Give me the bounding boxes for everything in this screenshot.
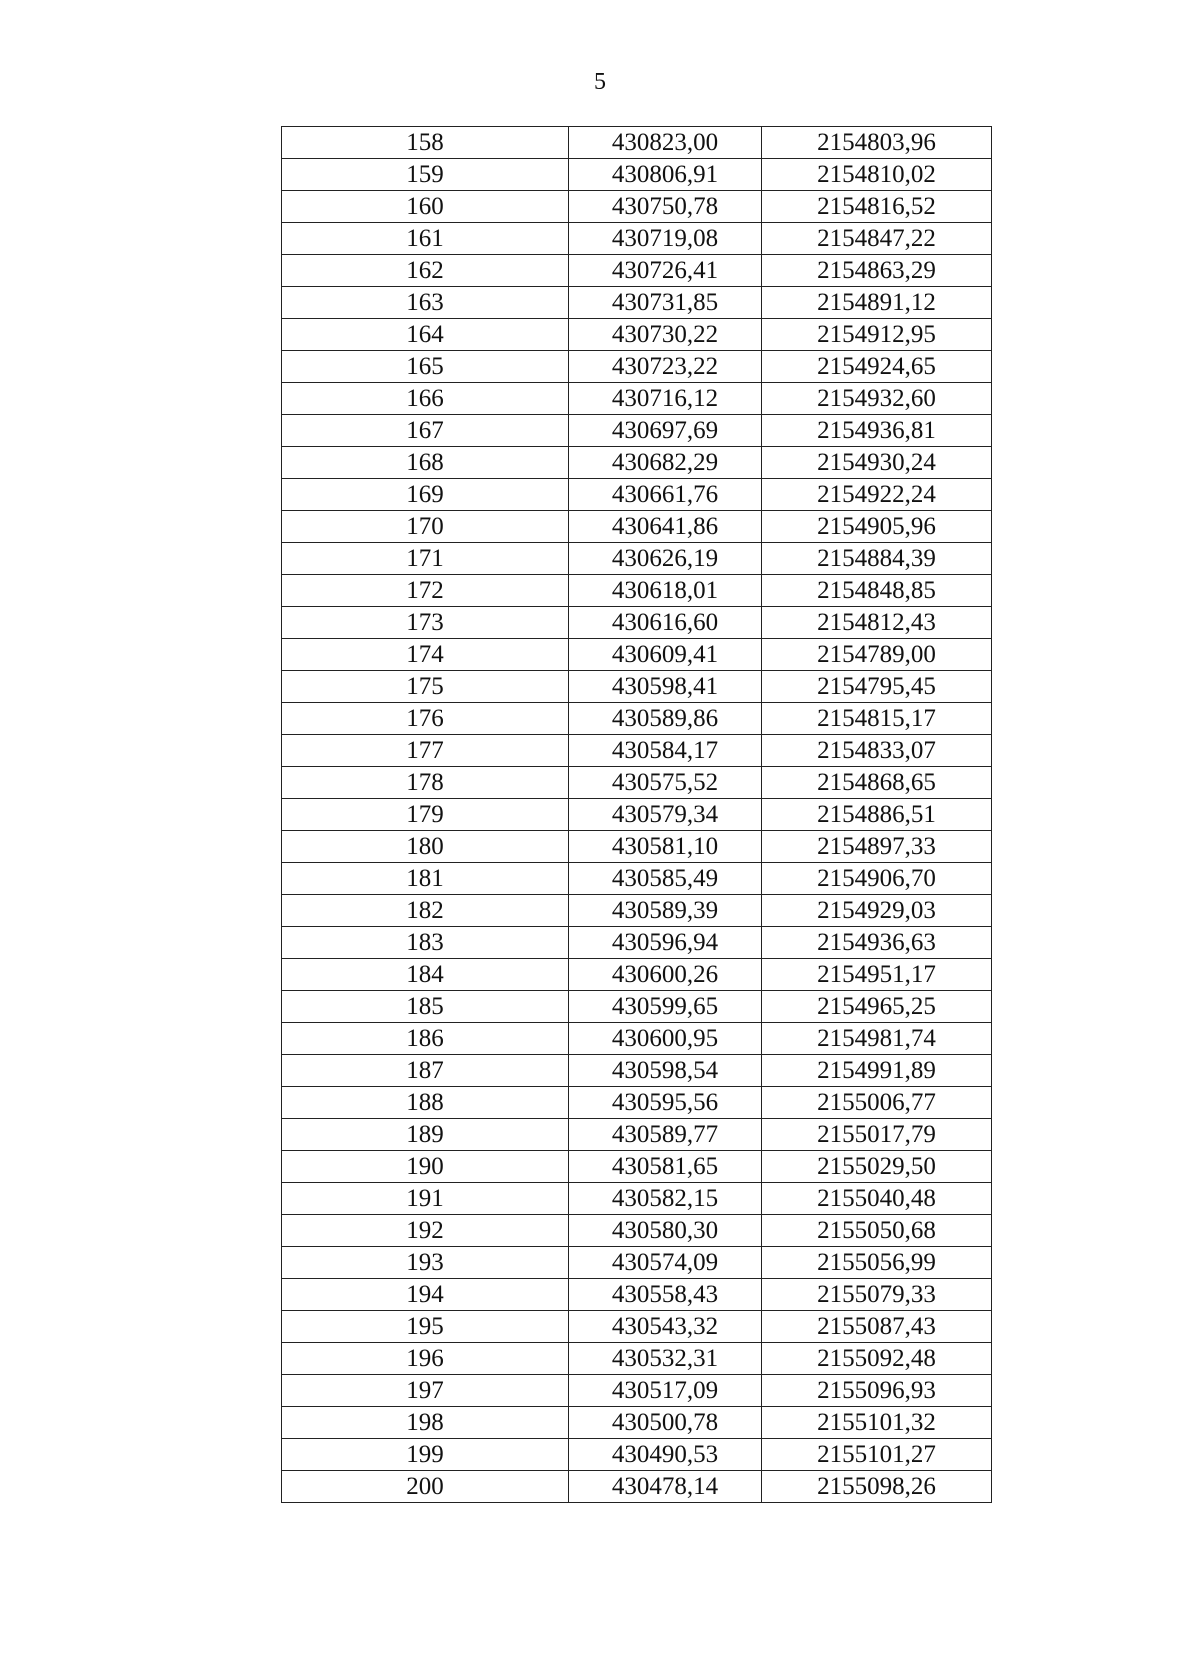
y-coordinate-cell: 2154886,51 <box>762 799 992 831</box>
table-row <box>282 447 992 479</box>
y-coordinate-cell: 2155098,26 <box>762 1471 992 1503</box>
table-row <box>282 255 992 287</box>
table-row <box>282 927 992 959</box>
x-coordinate-cell: 430731,85 <box>569 287 762 319</box>
y-coordinate-cell: 2154795,45 <box>762 671 992 703</box>
point-number-cell: 165 <box>282 351 569 383</box>
y-coordinate-cell: 2154891,12 <box>762 287 992 319</box>
x-coordinate-cell: 430575,52 <box>569 767 762 799</box>
x-coordinate-cell: 430579,34 <box>569 799 762 831</box>
y-coordinate-cell: 2154868,65 <box>762 767 992 799</box>
y-coordinate-cell: 2154981,74 <box>762 1023 992 1055</box>
table-row <box>282 127 992 159</box>
y-coordinate-cell: 2154803,96 <box>762 127 992 159</box>
x-coordinate-cell: 430598,41 <box>569 671 762 703</box>
point-number-cell: 197 <box>282 1375 569 1407</box>
table-row <box>282 1215 992 1247</box>
y-coordinate-cell: 2154991,89 <box>762 1055 992 1087</box>
y-coordinate-cell: 2154930,24 <box>762 447 992 479</box>
y-coordinate-cell: 2154906,70 <box>762 863 992 895</box>
x-coordinate-cell: 430697,69 <box>569 415 762 447</box>
y-coordinate-cell: 2154951,17 <box>762 959 992 991</box>
table-row <box>282 383 992 415</box>
table-row <box>282 543 992 575</box>
point-number-cell: 190 <box>282 1151 569 1183</box>
table-row <box>282 1023 992 1055</box>
table-row <box>282 1119 992 1151</box>
x-coordinate-cell: 430589,77 <box>569 1119 762 1151</box>
point-number-cell: 167 <box>282 415 569 447</box>
table-row <box>282 1055 992 1087</box>
point-number-cell: 164 <box>282 319 569 351</box>
point-number-cell: 159 <box>282 159 569 191</box>
table-row <box>282 671 992 703</box>
table-row <box>282 863 992 895</box>
table-row <box>282 799 992 831</box>
point-number-cell: 181 <box>282 863 569 895</box>
x-coordinate-cell: 430517,09 <box>569 1375 762 1407</box>
x-coordinate-cell: 430582,15 <box>569 1183 762 1215</box>
y-coordinate-cell: 2154932,60 <box>762 383 992 415</box>
point-number-cell: 162 <box>282 255 569 287</box>
y-coordinate-cell: 2154810,02 <box>762 159 992 191</box>
table-row <box>282 1151 992 1183</box>
y-coordinate-cell: 2154924,65 <box>762 351 992 383</box>
table-row <box>282 191 992 223</box>
point-number-cell: 182 <box>282 895 569 927</box>
point-number-cell: 198 <box>282 1407 569 1439</box>
table-row <box>282 767 992 799</box>
table-row <box>282 415 992 447</box>
table-row <box>282 319 992 351</box>
point-number-cell: 177 <box>282 735 569 767</box>
table-row <box>282 959 992 991</box>
point-number-cell: 169 <box>282 479 569 511</box>
y-coordinate-cell: 2155101,27 <box>762 1439 992 1471</box>
x-coordinate-cell: 430581,10 <box>569 831 762 863</box>
x-coordinate-cell: 430609,41 <box>569 639 762 671</box>
point-number-cell: 192 <box>282 1215 569 1247</box>
point-number-cell: 166 <box>282 383 569 415</box>
table-row <box>282 1375 992 1407</box>
x-coordinate-cell: 430719,08 <box>569 223 762 255</box>
table-row <box>282 511 992 543</box>
y-coordinate-cell: 2154922,24 <box>762 479 992 511</box>
y-coordinate-cell: 2155079,33 <box>762 1279 992 1311</box>
table-row <box>282 607 992 639</box>
point-number-cell: 160 <box>282 191 569 223</box>
x-coordinate-cell: 430723,22 <box>569 351 762 383</box>
x-coordinate-cell: 430598,54 <box>569 1055 762 1087</box>
x-coordinate-cell: 430584,17 <box>569 735 762 767</box>
point-number-cell: 174 <box>282 639 569 671</box>
y-coordinate-cell: 2154812,43 <box>762 607 992 639</box>
x-coordinate-cell: 430599,65 <box>569 991 762 1023</box>
point-number-cell: 179 <box>282 799 569 831</box>
x-coordinate-cell: 430750,78 <box>569 191 762 223</box>
x-coordinate-cell: 430490,53 <box>569 1439 762 1471</box>
x-coordinate-cell: 430589,39 <box>569 895 762 927</box>
y-coordinate-cell: 2154929,03 <box>762 895 992 927</box>
x-coordinate-cell: 430478,14 <box>569 1471 762 1503</box>
point-number-cell: 193 <box>282 1247 569 1279</box>
y-coordinate-cell: 2155029,50 <box>762 1151 992 1183</box>
y-coordinate-cell: 2155040,48 <box>762 1183 992 1215</box>
y-coordinate-cell: 2154833,07 <box>762 735 992 767</box>
point-number-cell: 184 <box>282 959 569 991</box>
y-coordinate-cell: 2154848,85 <box>762 575 992 607</box>
x-coordinate-cell: 430730,22 <box>569 319 762 351</box>
x-coordinate-cell: 430600,95 <box>569 1023 762 1055</box>
page-number: 5 <box>594 69 606 95</box>
table-row <box>282 287 992 319</box>
point-number-cell: 188 <box>282 1087 569 1119</box>
y-coordinate-cell: 2154789,00 <box>762 639 992 671</box>
y-coordinate-cell: 2155092,48 <box>762 1343 992 1375</box>
y-coordinate-cell: 2154936,63 <box>762 927 992 959</box>
point-number-cell: 175 <box>282 671 569 703</box>
y-coordinate-cell: 2154816,52 <box>762 191 992 223</box>
y-coordinate-cell: 2154884,39 <box>762 543 992 575</box>
x-coordinate-cell: 430806,91 <box>569 159 762 191</box>
x-coordinate-cell: 430574,09 <box>569 1247 762 1279</box>
point-number-cell: 161 <box>282 223 569 255</box>
point-number-cell: 191 <box>282 1183 569 1215</box>
x-coordinate-cell: 430589,86 <box>569 703 762 735</box>
point-number-cell: 180 <box>282 831 569 863</box>
x-coordinate-cell: 430600,26 <box>569 959 762 991</box>
point-number-cell: 194 <box>282 1279 569 1311</box>
point-number-cell: 195 <box>282 1311 569 1343</box>
x-coordinate-cell: 430558,43 <box>569 1279 762 1311</box>
y-coordinate-cell: 2154936,81 <box>762 415 992 447</box>
table-row <box>282 1311 992 1343</box>
table-row <box>282 223 992 255</box>
y-coordinate-cell: 2154863,29 <box>762 255 992 287</box>
point-number-cell: 158 <box>282 127 569 159</box>
x-coordinate-cell: 430716,12 <box>569 383 762 415</box>
y-coordinate-cell: 2155006,77 <box>762 1087 992 1119</box>
x-coordinate-cell: 430580,30 <box>569 1215 762 1247</box>
point-number-cell: 186 <box>282 1023 569 1055</box>
table-row <box>282 1439 992 1471</box>
y-coordinate-cell: 2155056,99 <box>762 1247 992 1279</box>
coordinates-table-body <box>282 127 992 1503</box>
table-row <box>282 159 992 191</box>
point-number-cell: 171 <box>282 543 569 575</box>
y-coordinate-cell: 2155017,79 <box>762 1119 992 1151</box>
point-number-cell: 176 <box>282 703 569 735</box>
table-row <box>282 831 992 863</box>
y-coordinate-cell: 2154847,22 <box>762 223 992 255</box>
table-row <box>282 735 992 767</box>
table-row <box>282 1343 992 1375</box>
point-number-cell: 183 <box>282 927 569 959</box>
point-number-cell: 163 <box>282 287 569 319</box>
point-number-cell: 189 <box>282 1119 569 1151</box>
y-coordinate-cell: 2154815,17 <box>762 703 992 735</box>
table-row <box>282 1471 992 1503</box>
x-coordinate-cell: 430661,76 <box>569 479 762 511</box>
table-row <box>282 575 992 607</box>
table-row <box>282 351 992 383</box>
y-coordinate-cell: 2154905,96 <box>762 511 992 543</box>
table-row <box>282 639 992 671</box>
point-number-cell: 200 <box>282 1471 569 1503</box>
y-coordinate-cell: 2154897,33 <box>762 831 992 863</box>
coordinates-table <box>281 126 992 1503</box>
point-number-cell: 185 <box>282 991 569 1023</box>
table-row <box>282 1407 992 1439</box>
x-coordinate-cell: 430543,32 <box>569 1311 762 1343</box>
point-number-cell: 196 <box>282 1343 569 1375</box>
point-number-cell: 172 <box>282 575 569 607</box>
point-number-cell: 187 <box>282 1055 569 1087</box>
y-coordinate-cell: 2155050,68 <box>762 1215 992 1247</box>
x-coordinate-cell: 430618,01 <box>569 575 762 607</box>
x-coordinate-cell: 430726,41 <box>569 255 762 287</box>
point-number-cell: 178 <box>282 767 569 799</box>
table-row <box>282 703 992 735</box>
x-coordinate-cell: 430823,00 <box>569 127 762 159</box>
y-coordinate-cell: 2154965,25 <box>762 991 992 1023</box>
y-coordinate-cell: 2155096,93 <box>762 1375 992 1407</box>
x-coordinate-cell: 430581,65 <box>569 1151 762 1183</box>
y-coordinate-cell: 2155101,32 <box>762 1407 992 1439</box>
point-number-cell: 173 <box>282 607 569 639</box>
x-coordinate-cell: 430532,31 <box>569 1343 762 1375</box>
x-coordinate-cell: 430596,94 <box>569 927 762 959</box>
point-number-cell: 199 <box>282 1439 569 1471</box>
table-row <box>282 1087 992 1119</box>
point-number-cell: 168 <box>282 447 569 479</box>
y-coordinate-cell: 2155087,43 <box>762 1311 992 1343</box>
table-row <box>282 991 992 1023</box>
y-coordinate-cell: 2154912,95 <box>762 319 992 351</box>
x-coordinate-cell: 430682,29 <box>569 447 762 479</box>
table-row <box>282 1247 992 1279</box>
table-row <box>282 479 992 511</box>
point-number-cell: 170 <box>282 511 569 543</box>
x-coordinate-cell: 430616,60 <box>569 607 762 639</box>
x-coordinate-cell: 430500,78 <box>569 1407 762 1439</box>
x-coordinate-cell: 430585,49 <box>569 863 762 895</box>
table-row <box>282 1279 992 1311</box>
x-coordinate-cell: 430595,56 <box>569 1087 762 1119</box>
x-coordinate-cell: 430641,86 <box>569 511 762 543</box>
table-row <box>282 1183 992 1215</box>
x-coordinate-cell: 430626,19 <box>569 543 762 575</box>
table-row <box>282 895 992 927</box>
